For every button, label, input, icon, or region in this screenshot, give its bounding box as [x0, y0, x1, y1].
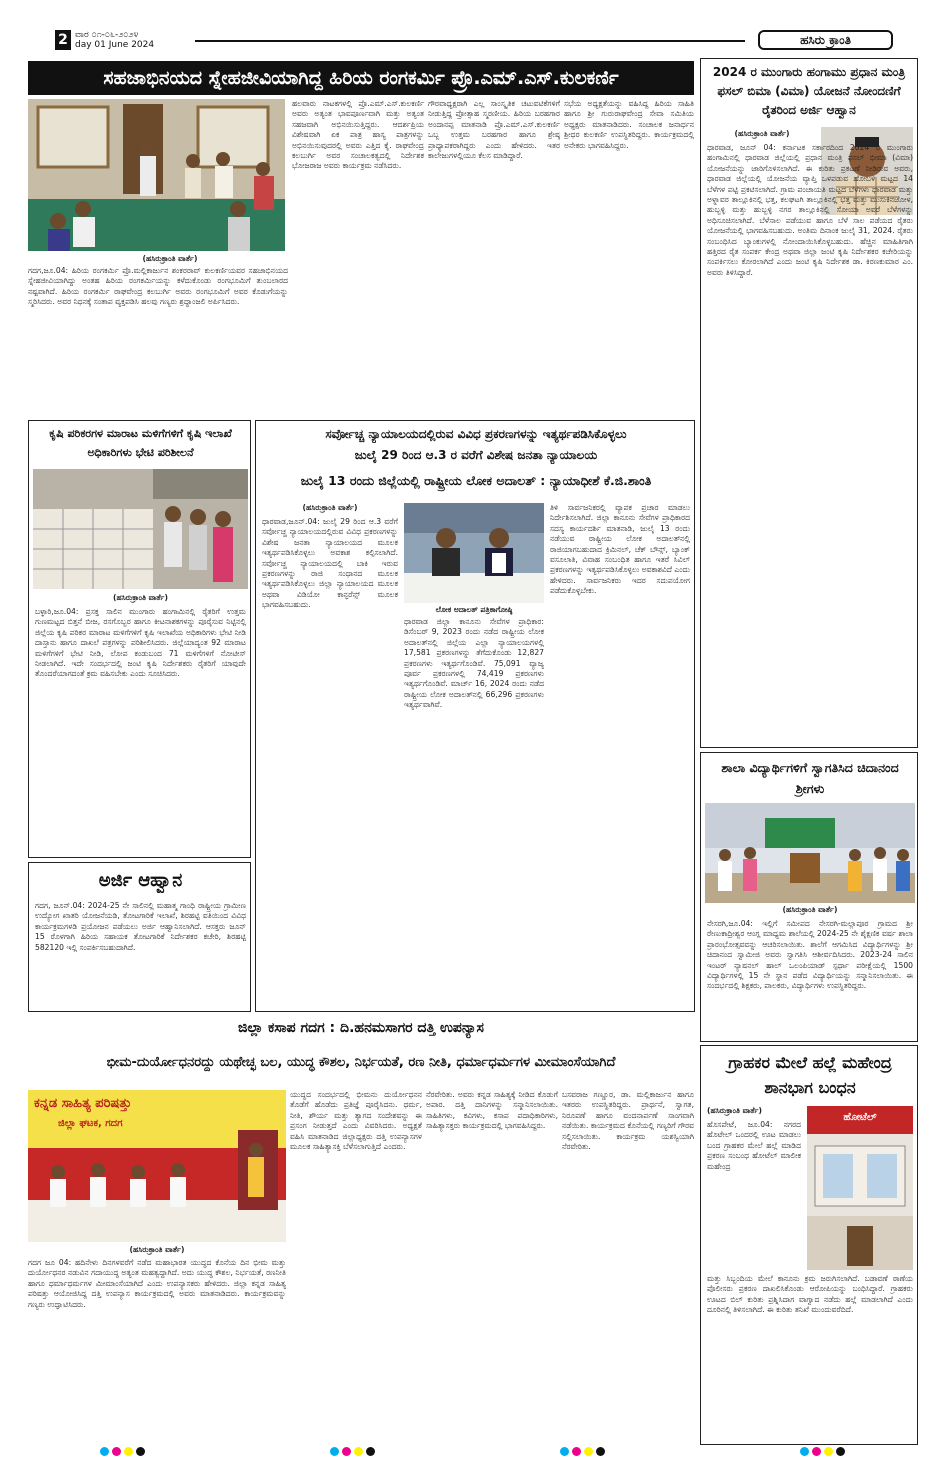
a6-box [700, 752, 918, 1042]
a8-col3: ನೆರವೇರಿತು. ಅವರು ಕನ್ನಡ ಸಾಹಿತ್ಯಕ್ಕೆ ನೀಡಿದ ಕೊಡುಗೆ ಅಪಾರ. ದತ್ತಿ ದಾನಿಗಳನ್ನು ಸನ್ಮಾನಿಸಲಾಯಿತು. ಸಾಹಿತಿಗಳು, ಕವಿಗಳು, ಕಸಾಪ ಪದಾಧಿಕಾರಿಗಳು, ಸಾಹಿತ್ಯಾಸಕ್ತರು ಕಾರ್ಯಕ್ರಮದಲ್ಲಿ ಭಾಗವಹಿಸಿದ್ದರು. [426, 1090, 558, 1131]
registration-marks-right [560, 1447, 605, 1456]
a5-photo-label: ಲೋಕ ಅದಾಲತ್ ಪತ್ರಿಕಾಗೋಷ್ಠಿ [435, 605, 513, 614]
a8-banner-text: ಕನ್ನಡ ಸಾಹಿತ್ಯ ಪರಿಷತ್ತು [34, 1096, 132, 1111]
a1-dateline: (ಹಸಿರುಕ್ರಾಂತಿ ವಾರ್ತೆ) [142, 254, 198, 263]
a8-kicker: ಜಿಲ್ಲಾ ಕಸಾಪ ಗದಗ : ದಿ.ಹನಮಸಾಗರ ದತ್ತಿ ಉಪನ್ಯಾಸ [238, 1020, 484, 1036]
a4-headline: ಅರ್ಜಿ ಆಹ್ವಾನ [98, 870, 183, 891]
a2-box [700, 58, 918, 748]
a8-col1: ಗದಗ ಜೂ 04: ಹದಿನೇಳು ದಿನಗಳವರೆಗೆ ನಡೆದ ಮಹಾಭಾರತ ಯುದ್ಧದ ಕೊನೆಯ ದಿನ ಭೀಮ ಮತ್ತು ದುರ್ಯೋಧನರ ನಡುವಿನ ಗದಾಯುದ್ಧ ಅತ್ಯಂತ ಮಹತ್ವದ್ದಾಗಿದೆ. ಅದು ಯುದ್ಧ ಕೌಶಲ, ನಿರ್ಭಯತೆ, ರಣನೀತಿ ಹಾಗೂ ಧರ್ಮಾಧರ್ಮಗಳ ಮೀಮಾಂಸೆಯಾಗಿದೆ ಎಂದು ಉಪನ್ಯಾಸಕರು ಹೇಳಿದರು. ಜಿಲ್ಲಾ ಕನ್ನಡ ಸಾಹಿತ್ಯ ಪರಿಷತ್ತು ಆಯೋಜಿಸಿದ್ದ ದತ್ತಿ ಉಪನ್ಯಾಸ ಕಾರ್ಯಕ್ರಮದಲ್ಲಿ ಅವರು ಮಾತನಾಡಿದರು. ಕಾರ್ಯಕ್ರಮವನ್ನು ಗಣ್ಯರು ಉದ್ಘಾಟಿಸಿದರು. [28, 1258, 286, 1309]
a5-col1: ಧಾರವಾಡ,ಜೂನ್.04: ಜುಲೈ 29 ರಿಂದ ಆ.3 ವರೆಗೆ ಸರ್ವೋಚ್ಚ ನ್ಯಾಯಾಲಯದಲ್ಲಿರುವ ವಿವಿಧ ಪ್ರಕರಣಗಳನ್ನು ವಿಶೇಷ ಜನತಾ ನ್ಯಾಯಾಲಯದ ಮೂಲಕ ಇತ್ಯರ್ಥಪಡಿಸಿಕೊಳ್ಳಲು ಅವಕಾಶ ಕಲ್ಪಿಸಲಾಗಿದೆ. ಸರ್ವೋಚ್ಚ ನ್ಯಾಯಾಲಯದಲ್ಲಿ ಬಾಕಿ ಇರುವ ಪ್ರಕರಣಗಳನ್ನು ರಾಜಿ ಸಂಧಾನದ ಮೂಲಕ ಇತ್ಯರ್ಥಪಡಿಸಿಕೊಳ್ಳಲು ಜಿಲ್ಲಾ ನ್ಯಾಯಾಲಯದ ಮೂಲಕ ಅಥವಾ ವಿಡಿಯೋ ಕಾನ್ಫರೆನ್ಸ್ ಮೂಲಕ ಭಾಗವಹಿಸಬಹುದು. [262, 517, 398, 610]
a6-headline: ಶಾಲಾ ವಿದ್ಯಾರ್ಥಿಗಳಿಗೆ ಸ್ವಾಗತಿಸಿದ ಚಿದಾನಂದ ಶ್ರೀಗಳು [721, 760, 899, 796]
a3-body: ಬಳ್ಳಾರಿ,ಜೂ.04: ಪ್ರಸಕ್ತ ಸಾಲಿನ ಮುಂಗಾರು ಹಂಗಾಮಿನಲ್ಲಿ ರೈತರಿಗೆ ಉತ್ತಮ ಗುಣಮಟ್ಟದ ಬಿತ್ತನೆ ಬೀಜ, ರಸಗೊಬ್ಬರ ಹಾಗೂ ಕೀಟನಾಶಕಗಳನ್ನು ಪೂರೈಸುವ ನಿಟ್ಟಿನಲ್ಲಿ ಜಿಲ್ಲೆಯ ಕೃಷಿ ಪರಿಕರ ಮಾರಾಟ ಮಳಿಗೆಗಳಿಗೆ ಕೃಷಿ ಇಲಾಖೆಯ ಅಧಿಕಾರಿಗಳು ಭೇಟಿ ನೀಡಿ ದಾಸ್ತಾನು ಹಾಗೂ ದಾಖಲೆ ಪತ್ರಗಳನ್ನು ಪರಿಶೀಲಿಸಿದರು. ಜಿಲ್ಲೆಯಾದ್ಯಂತ 92 ಮಾರಾಟ ಮಳಿಗೆಗಳಿಗೆ ಭೇಟಿ ನೀಡಿ, ಲೋಪ ಕಂಡುಬಂದ 71 ಮಳಿಗೆಗಳಿಗೆ ನೋಟೀಸ್ ನೀಡಲಾಗಿದೆ. ಇದೇ ಸಂದರ್ಭದಲ್ಲಿ ಜಂಟಿ ಕೃಷಿ ನಿರ್ದೇಶಕರು ರೈತರಿಗೆ ಯಾವುದೇ ತೊಂದರೆಯಾಗದಂತೆ ಕ್ರಮ ವಹಿಸಬೇಕು ಎಂದು ಸೂಚಿಸಿದರು. [35, 607, 246, 679]
a5-photo [404, 503, 544, 603]
a8-headline: ಭೀಮ-ದುರ್ಯೋಧನರದ್ದು ಯಥೇಚ್ಛ ಬಲ, ಯುದ್ಧ ಕೌಶಲ, ನಿರ್ಭಯತೆ, ರಣ ನೀತಿ, ಧರ್ಮಾಧರ್ಮಗಳ ಮೀಮಾಂಸೆಯಾಗಿದೆ [106, 1055, 616, 1070]
a1-col2: ಹಲವಾರು ನಾಟಕಗಳಲ್ಲಿ ಪ್ರೊ.ಎಮ್.ಎಸ್.ಕುಲಕರ್ಣಿ ಅವರು ಅತ್ಯಂತ ಭಾವಪೂರ್ಣವಾಗಿ ಮತ್ತು ಅತ್ಯಂತ ಸಹಜವಾಗಿ ಅಭಿನಯಿಸುತ್ತಿದ್ದರು. ಆದರ್ಶಪ್ರಿಯ ವಿಶೇಷವಾಗಿ ಏಕ ಪಾತ್ರ ಹಾಸ್ಯ ಪಾತ್ರಗಳನ್ನು ಅಭಿನಯಿಸುವುದರಲ್ಲಿ ಅವರು ಎತ್ತಿದ ಕೈ. ರಾಘವೇಂದ್ರ ಕಲಬುರ್ಗಿ ಅವರ ಸಂಚಾಲಕತ್ವದಲ್ಲಿ ನಿರ್ದೇಶಕ ಭೋಜರಾಜ ಅವರು ಕಾರ್ಯಕ್ರಮ ನಡೆಸಿದರು. [292, 99, 424, 171]
a6-photo [705, 803, 915, 903]
a5-headline: ಜುಲೈ 13 ರಂದು ಜಿಲ್ಲೆಯಲ್ಲಿ ರಾಷ್ಟ್ರೀಯ ಲೋಕ ಅದಾಲತ್ : ನ್ಯಾಯಾಧೀಶೆ ಕೆ.ಜಿ.ಶಾಂತಿ [300, 473, 652, 488]
a4-body: ಗದಗ, ಜೂನ್.04: 2024-25 ನೇ ಸಾಲಿನಲ್ಲಿ ಮಹಾತ್ಮ ಗಾಂಧಿ ರಾಷ್ಟ್ರೀಯ ಗ್ರಾಮೀಣ ಉದ್ಯೋಗ ಖಾತರಿ ಯೋಜನೆಯಡಿ, ತೋಟಗಾರಿಕೆ ಇಲಾಖೆ, ಶಿರಹಟ್ಟಿ ವತಿಯಿಂದ ವಿವಿಧ ಕಾರ್ಯಕ್ರಮಗಳಡಿ ಪ್ರಯೋಜನ ಪಡೆಯಲು ಅರ್ಜಿ ಆಹ್ವಾನಿಸಲಾಗಿದೆ. ಆಸಕ್ತರು ಜೂನ್ 15 ರೊಳಗಾಗಿ ಹಿರಿಯ ಸಹಾಯಕ ತೋಟಗಾರಿಕೆ ನಿರ್ದೇಶಕರ ಕಚೇರಿ, ಶಿರಹಟ್ಟಿ 582120 ಇಲ್ಲಿ ಸಂಪರ್ಕಿಸಬಹುದಾಗಿದೆ. [35, 901, 246, 952]
a2-body: ಧಾರವಾಡ, ಜೂನ್ 04: ಕರ್ನಾಟಕ ಸರ್ಕಾರದಿಂದ 2024 ರ ಮುಂಗಾರು ಹಂಗಾಮಿನಲ್ಲಿ ಧಾರವಾಡ ಜಿಲ್ಲೆಯಲ್ಲಿ ಪ್ರಧಾನ ಮಂತ್ರಿ ಫಸಲ್ ಭೀಮಾ (ವಿಮಾ) ಯೋಜನೆಯನ್ನು ಜಾರಿಗೊಳಿಸಲಾಗಿದೆ. ಈ ಕುರಿತು ಪ್ರಕಟಣೆ ನೀಡಿರುವ ಅವರು, ಧಾರವಾಡ ಜಿಲ್ಲೆಯಲ್ಲಿ ಯೋಜನೆಯ ವ್ಯಾಪ್ತಿ ಒಳಪಡುವ ಹೋಬಳಿ ಮಟ್ಟದ 14 ಬೆಳೆಗಳ ಪಟ್ಟಿ ಪ್ರಕಟಿಸಲಾಗಿದೆ. ಗ್ರಾಮ ಪಂಚಾಯತಿ ಮಟ್ಟದ ಬೆಳೆಗಳು ಧಾರವಾಡ ಮತ್ತು ಅಳ್ನಾವರ ತಾಲ್ಲೂಕಿನಲ್ಲಿ ಭತ್ತ, ಕಲಘಟಗಿ ತಾಲ್ಲೂಕಿನಲ್ಲಿ ಭತ್ತ ಮತ್ತು ಮುಸುಕಿನಜೋಳ, ಹುಬ್ಬಳ್ಳಿ ಮತ್ತು ಹುಬ್ಬಳ್ಳಿ ನಗರ ತಾಲ್ಲೂಕಿನಲ್ಲಿ ಸೋಯಾ ಅವರೆ ಬೆಳೆಗಳನ್ನು ಅಧಿಸೂಚಿಸಲಾಗಿದೆ. ಬೆಳೆಸಾಲ ಪಡೆಯುವ ಹಾಗೂ ಬೆಳೆ ಸಾಲ ಪಡೆಯದ ರೈತರು ಯೋಜನೆಯಲ್ಲಿ ಭಾಗವಹಿಸಬಹುದು. ಅಂತಿಮ ದಿನಾಂಕ ಜುಲೈ 31, 2024. ರೈತರು ಸಂಬಂಧಿಸಿದ ಬ್ಯಾಂಕುಗಳಲ್ಲಿ ನೋಂದಾಯಿಸಿಕೊಳ್ಳಬಹುದು. ಹೆಚ್ಚಿನ ಮಾಹಿತಿಗಾಗಿ ಹತ್ತಿರದ ರೈತ ಸಂಪರ್ಕ ಕೇಂದ್ರ ಅಥವಾ ಜಿಲ್ಲಾ ಜಂಟಿ ಕೃಷಿ ನಿರ್ದೇಶಕರ ಕಚೇರಿಯನ್ನು ಸಂಪರ್ಕಿಸಲು ಕೋರಲಾಗಿದೆ ಎಂದು ಜಂಟಿ ಕೃಷಿ ನಿರ್ದೇಶಕ ಡಾ. ಕಿರಣಕುಮಾರ ಎಂ. ಅವರು ತಿಳಿಸಿದ್ದಾರೆ. [707, 143, 913, 277]
a5-dateline: (ಹಸಿರುಕ್ರಾಂತಿ ವಾರ್ತೆ) [302, 503, 358, 512]
a1-headline: ಸಹಜಾಭಿನಯದ ಸ್ನೇಹಜೀವಿಯಾಗಿದ್ದ ಹಿರಿಯ ರಂಗಕರ್ಮಿ ಪ್ರೊ.ಎಮ್.ಎಸ್.ಕುಲಕರ್ಣಿ [28, 61, 694, 95]
a8-dateline: (ಹಸಿರುಕ್ರಾಂತಿ ವಾರ್ತೆ) [129, 1245, 185, 1254]
masthead [55, 30, 895, 52]
a8-col4: ಬಸವರಾಜ ಗಣ್ಣೂರ, ಡಾ. ಮಲ್ಲಿಕಾರ್ಜುನ ಹಾಗೂ ಇತರರು ಉಪಸ್ಥಿತರಿದ್ದರು. ಪ್ರಾರ್ಥನೆ, ಸ್ವಾಗತ, ನಿರೂಪಣೆ ಹಾಗೂ ವಂದನಾರ್ಪಣೆ ಸಾಂಗವಾಗಿ ನಡೆಯಿತು. ಕಾರ್ಯಕ್ರಮದ ಕೊನೆಯಲ್ಲಿ ಗಣ್ಯರಿಗೆ ಗೌರವ ಸಲ್ಲಿಸಲಾಯಿತು. ಕಾರ್ಯಕ್ರಮ ಯಶಸ್ವಿಯಾಗಿ ನೆರವೇರಿತು. [562, 1090, 694, 1152]
registration-marks-left [100, 1447, 145, 1456]
issue-date: ವಾರ ೦೧-೦೬-೨೦೨೪ day 01 June 2024 [75, 30, 155, 50]
a8-col2: ಯುದ್ಧದ ಸಂದರ್ಭದಲ್ಲಿ ಭೀಮನು ದುರ್ಯೋಧನನ ತೊಡೆಗೆ ಹೊಡೆದು ಪ್ರತಿಜ್ಞೆ ಪೂರೈಸಿದನು. ಧರ್ಮ, ನೀತಿ, ಶೌರ್ಯ ಮತ್ತು ತ್ಯಾಗದ ಸಂದೇಶವನ್ನು ಈ ಪ್ರಸಂಗ ನೀಡುತ್ತದೆ ಎಂದು ವಿವರಿಸಿದರು. ಅಧ್ಯಕ್ಷತೆ ವಹಿಸಿ ಮಾತನಾಡಿದ ಜಿಲ್ಲಾಧ್ಯಕ್ಷರು ದತ್ತಿ ಉಪನ್ಯಾಸಗಳ ಮೂಲಕ ಸಾಹಿತ್ಯಾಸಕ್ತಿ ಬೆಳೆಸಲಾಗುತ್ತಿದೆ ಎಂದರು. [290, 1090, 422, 1152]
a5-col3: ತಿಳಿ ಸಾರ್ವಜನಿಕರಲ್ಲಿ ವ್ಯಾಪಕ ಪ್ರಚಾರ ಮಾಡಲು ನಿರ್ದೇಶಿಸಲಾಗಿದೆ. ಜಿಲ್ಲಾ ಕಾನೂನು ಸೇವೆಗಳ ಪ್ರಾಧಿಕಾರದ ಸದಸ್ಯ ಕಾರ್ಯದರ್ಶಿ ಮಾತನಾಡಿ, ಜುಲೈ 13 ರಂದು ನಡೆಯುವ ರಾಷ್ಟ್ರೀಯ ಲೋಕ ಅದಾಲತ್‍ನಲ್ಲಿ ರಾಜಿಯಾಗಬಹುದಾದ ಕ್ರಿಮಿನಲ್, ಚೆಕ್ ಬೌನ್ಸ್, ಬ್ಯಾಂಕ್ ವಸೂಲಾತಿ, ವಿವಾಹ ಸಂಬಂಧಿತ ಹಾಗೂ ಇತರೆ ಸಿವಿಲ್ ಪ್ರಕರಣಗಳನ್ನು ಇತ್ಯರ್ಥಪಡಿಸಿಕೊಳ್ಳಲು ಅವಕಾಶವಿದೆ ಎಂದು ಹೇಳಿದರು. ಸಾರ್ವಜನಿಕರು ಇದರ ಸದುಪಯೋಗ ಪಡೆದುಕೊಳ್ಳಬೇಕು. [550, 503, 690, 596]
a7-col1: ಹೊಸಪೇಟೆ, ಜೂ.04: ನಗರದ ಹೊಟೇಲ್ ಒಂದರಲ್ಲಿ ಊಟ ಮಾಡಲು ಬಂದ ಗ್ರಾಹಕರ ಮೇಲೆ ಹಲ್ಲೆ ಮಾಡಿದ ಪ್ರಕರಣ ಸಂಬಂಧ ಹೋಟೆಲ್ ಮಾಲೀಕ ಮಹೇಂದ್ರ [707, 1120, 801, 1171]
a2-headline: 2024 ರ ಮುಂಗಾರು ಹಂಗಾಮು ಪ್ರಧಾನ ಮಂತ್ರಿ ಫಸಲ್ ಬಿಮಾ (ವಿಮಾ) ಯೋಜನೆ ನೋಂದಣಿಗೆ ರೈತರಿಂದ ಅರ್ಜಿ ಆಹ್ವಾನ [712, 65, 906, 117]
a3-dateline: (ಹಸಿರುಕ್ರಾಂತಿ ವಾರ್ತೆ) [113, 593, 168, 602]
a7-sign-label: ಹೋಟೆಲ್ [843, 1112, 877, 1123]
a6-dateline: (ಹಸಿರುಕ್ರಾಂತಿ ವಾರ್ತೆ) [782, 905, 838, 914]
a8-banner-sub: ಜಿಲ್ಲಾ ಘಟಕ, ಗದಗ [58, 1118, 123, 1129]
a2-dateline: (ಹಸಿರುಕ್ರಾಂತಿ ವಾರ್ತೆ) [734, 129, 790, 138]
registration-marks-center [330, 1447, 375, 1456]
a5-col2: ಧಾರವಾಡ ಜಿಲ್ಲಾ ಕಾನೂನು ಸೇವೆಗಳ ಪ್ರಾಧಿಕಾರ: ಡಿಸೆಂಬರ್ 9, 2023 ರಂದು ನಡೆದ ರಾಷ್ಟ್ರೀಯ ಲೋಕ ಅದಾಲತ್‍ನಲ್ಲಿ ಜಿಲ್ಲೆಯ ಎಲ್ಲಾ ನ್ಯಾಯಾಲಯಗಳಲ್ಲಿ 17,581 ಪ್ರಕರಣಗಳನ್ನು ತೆಗೆದುಕೊಂಡು 12,827 ಪ್ರಕರಣಗಳು ಇತ್ಯರ್ಥಗೊಂಡಿವೆ. 75,091 ವ್ಯಾಜ್ಯ ಪೂರ್ವ ಪ್ರಕರಣಗಳಲ್ಲಿ 74,419 ಪ್ರಕರಣಗಳು ಇತ್ಯರ್ಥಗೊಂಡಿವೆ. ಮಾರ್ಚ್ 16, 2024 ರಂದು ನಡೆದ ರಾಷ್ಟ್ರೀಯ ಲೋಕ ಅದಾಲತ್‍ನಲ್ಲಿ 66,296 ಪ್ರಕರಣಗಳು ಇತ್ಯರ್ಥವಾಗಿವೆ. [404, 617, 544, 710]
a3-photo [33, 469, 248, 589]
a7-box [700, 1045, 918, 1445]
registration-marks-far-right [800, 1447, 845, 1456]
a7-headline: ಗ್ರಾಹಕರ ಮೇಲೆ ಹಲ್ಲೆ ಮಹೇಂದ್ರ ಶಾನಭಾಗ ಬಂಧನ [728, 1053, 892, 1097]
a5-box [255, 420, 695, 1012]
masthead-rule [195, 40, 745, 42]
a5-subkicker: ಜುಲೈ 29 ರಿಂದ ಆ.3 ರ ವರೆಗೆ ವಿಶೇಷ ಜನತಾ ನ್ಯಾಯಾಲಯ [354, 448, 598, 462]
a1-photo [28, 99, 285, 251]
a7-body: ಮತ್ತು ಸಿಬ್ಬಂದಿಯ ಮೇಲೆ ಕಾನೂನು ಕ್ರಮ ಜರುಗಿಸಲಾಗಿದೆ. ಬಡಾವಣೆ ಠಾಣೆಯ ಪೊಲೀಸರು ಪ್ರಕರಣ ದಾಖಲಿಸಿಕೊಂಡು ಆರೋಪಿಯನ್ನು ಬಂಧಿಸಿದ್ದಾರೆ. ಗ್ರಾಹಕರು ಊಟದ ಬಿಲ್ ಕುರಿತು ಪ್ರಶ್ನಿಸಿದಾಗ ವಾಗ್ವಾದ ನಡೆದು ಹಲ್ಲೆ ಮಾಡಲಾಗಿದೆ ಎಂದು ದೂರಿನಲ್ಲಿ ತಿಳಿಸಲಾಗಿದೆ. ಈ ಕುರಿತು ತನಿಖೆ ಮುಂದುವರೆದಿದೆ. [707, 1274, 913, 1315]
a7-photo [807, 1106, 913, 1270]
paper-name: ಹಸಿರು ಕ್ರಾಂತಿ [758, 30, 893, 50]
a3-headline: ಕೃಷಿ ಪರಿಕರಗಳ ಮಾರಾಟ ಮಳಿಗೆಗಳಿಗೆ ಕೃಷಿ ಇಲಾಖೆ ಅಧಿಕಾರಿಗಳು ಭೇಟಿ ಪರಿಶೀಲನೆ [49, 427, 232, 459]
a3-box [28, 420, 251, 858]
page-number: 2 [55, 30, 71, 50]
a6-body: ನೇಸರಗಿ,ಜೂ.04: ಇಲ್ಲಿಗೆ ಸಮೀಪದ ನೇಸರಗಿ-ಮಲ್ಲಾಪೂರ ಗ್ರಾಮದ ಶ್ರೀ ರೇಣುಕಾದ್ರೀಶ್ವರ ಆಂಗ್ಲ ಮಾಧ್ಯಮ ಶಾಲೆಯಲ್ಲಿ 2024-25 ನೇ ಶೈಕ್ಷಣಿಕ ವರ್ಷ ಶಾಲಾ ಪ್ರಾರಂಭೋತ್ಸವವನ್ನು ಆಚರಿಸಲಾಯಿತು. ಶಾಲೆಗೆ ಆಗಮಿಸಿದ ವಿದ್ಯಾರ್ಥಿಗಳನ್ನು ಶ್ರೀ ಚಿದಾನಂದ ಸ್ವಾಮೀಜಿ ಅವರು ಸ್ವಾಗತಿಸಿ ಆಶೀರ್ವದಿಸಿದರು. 2023-24 ಸಾಲಿನ ಇಂಟರ್ ನ್ಯಾಷನಲ್ ಹಾಲ್ ಒಲಂಪಿಯಾಡ್ ಸ್ಪರ್ಧಾ ಪರೀಕ್ಷೆಯಲ್ಲಿ 1500 ವಿದ್ಯಾರ್ಥಿಗಳಲ್ಲಿ 15 ನೇ ಸ್ಥಾನ ಪಡೆದ ವಿದ್ಯಾರ್ಥಿಯನ್ನು ಸನ್ಮಾನಿಸಲಾಯಿತು. ಈ ಸಂದರ್ಭದಲ್ಲಿ ಶಿಕ್ಷಕರು, ಪಾಲಕರು, ವಿದ್ಯಾರ್ಥಿಗಳು ಉಪಸ್ಥಿತರಿದ್ದರು. [707, 919, 913, 991]
a1-col1: ಗದಗ,ಜೂ.04: ಹಿರಿಯ ರಂಗಕರ್ಮಿ ಪ್ರೊ.ಮಲ್ಲಿಕಾರ್ಜುನ ಶಂಕರರಾವ್ ಕುಲಕರ್ಣಿಯವರ ಸಹಜಾಭಿನಯದ ಸ್ನೇಹಜೀವಿಯಾಗಿದ್ದು ಅಂತಹ ಹಿರಿಯ ರಂಗಕರ್ಮಿಯನ್ನು ಕಳೆದುಕೊಂಡು ರಂಗಭೂಮಿಗೆ ತುಂಬಲಾರದ ನಷ್ಟವಾಗಿದೆ. ಹಿರಿಯ ರಂಗಕರ್ಮಿ ರಾಘವೇಂದ್ರ ಕಲಬುರ್ಗಿ ಅವರು ರಂಗಭೂಮಿಗೆ ಅವರ ಕೊಡುಗೆಯನ್ನು ಸ್ಮರಿಸಿದರು. ಅವರ ನಿಧನಕ್ಕೆ ಸಂತಾಪ ವ್ಯಕ್ತಪಡಿಸಿ ಹಲವು ಗಣ್ಯರು ಶ್ರದ್ಧಾಂಜಲಿ ಅರ್ಪಿಸಿದರು. [28, 266, 288, 307]
a4-box [28, 862, 251, 1012]
a5-kicker: ಸರ್ವೋಚ್ಚ ನ್ಯಾಯಾಲಯದಲ್ಲಿರುವ ವಿವಿಧ ಪ್ರಕರಣಗಳನ್ನು ಇತ್ಯರ್ಥಪಡಿಸಿಕೊಳ್ಳಲು [325, 427, 627, 441]
a8-photo [28, 1090, 286, 1242]
a7-dateline: (ಹಸಿರುಕ್ರಾಂತಿ ವಾರ್ತೆ) [707, 1106, 762, 1115]
a1-col3: ಗೌರವಾಧ್ಯಕ್ಷರಾಗಿ ಎಲ್ಲ ಸಾಂಸ್ಕೃತಿಕ ಚಟುವಟಿಕೆಗಳಿಗೆ ನೀಡುತ್ತಿದ್ದ ಪ್ರೋತ್ಸಾಹ ಸ್ಮರಣೀಯ. ಹಿರಿಯ ಬರಹಗಾರ ಅಂದಾನಪ್ಪ ಮಾತನಾಡಿ ಪ್ರೊ.ಎಮ್.ಎಸ್.ಕುಲಕರ್ಣಿ ಒಬ್ಬ ಉತ್ತಮ ಬರಹಗಾರ ಹಾಗೂ ಶ್ರೇಷ್ಠ ಪ್ರಾಧ್ಯಾಪಕರಾಗಿದ್ದರು ಎಂದು ಹೇಳಿದರು. ಇತರ ಕಾಲೇಜುಗಳಲ್ಲಿಯೂ ಕೆಲಸ ಮಾಡಿದ್ದಾರೆ. [428, 99, 560, 161]
a1-col4: ಸಭೆಯ ಅಧ್ಯಕ್ಷತೆಯನ್ನು ವಹಿಸಿದ್ದ ಹಿರಿಯ ಸಾಹಿತಿ ಹಾಗೂ ಶ್ರೀ ಗುರುರಾಘವೇಂದ್ರ ಸೇವಾ ಸಮಿತಿಯ ಅಧ್ಯಕ್ಷರು ಮಾತನಾಡಿದರು. ಸಂಚಾಲಕ ಜನಾರ್ಧನ ಶ್ರೀಧರ ಕುಲಕರ್ಣಿ ಉಪಸ್ಥಿತರಿದ್ದರು. ಕಾರ್ಯಕ್ರಮದಲ್ಲಿ ಅನೇಕರು ಭಾಗವಹಿಸಿದ್ದರು. [564, 99, 694, 150]
